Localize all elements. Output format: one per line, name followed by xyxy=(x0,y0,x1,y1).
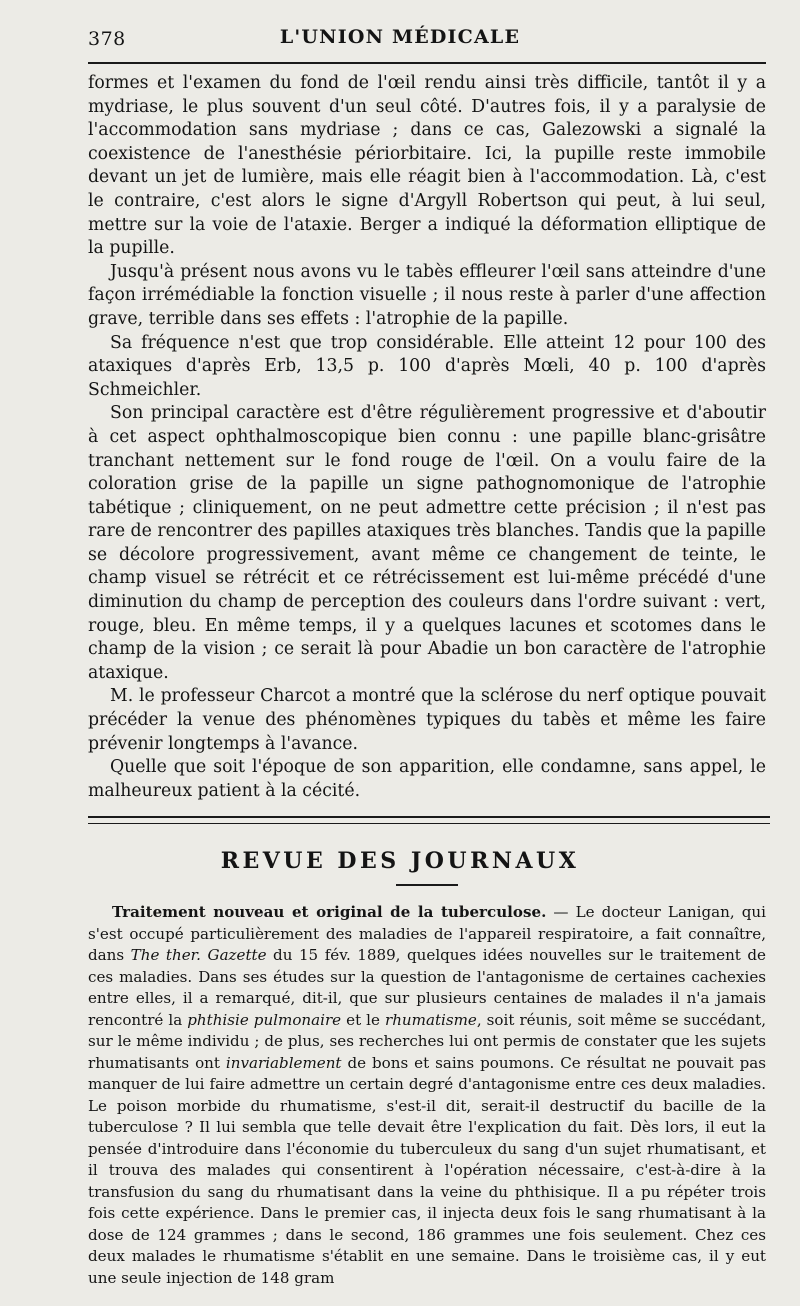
paragraph: Sa fréquence n'est que trop considérable. Elle atteint 12 pour 100 des ataxiques d'après Erb, 13,5 p. 100 d'après Mœli, 40 p. 100 d'après Schmeichler. xyxy=(88,332,766,400)
section-title: REVUE DES JOURNAUX xyxy=(220,848,580,874)
article-text: , soit réunis, soit même se succédant, sur le même individu ; de plus, ses recherches lui ont permis de constater que les sujets rhumatisants ont xyxy=(88,1010,767,1072)
article-text: de bons et sains poumons. Ce résultat ne pouvait pas manquer de lui faire admettre un certain degré d'antagonisme entre ces deux maladies. Le poison morbide du rhumatisme, s'est-il dit, serait-il destructif du bacille de la tuberculose ? Il lui sembla que telle devait être l'explication du fait. Dès lors, il eut la pensée d'introduire dans l'économie du tuberculeux du sang d'un sujet rhumatisant, et il trouva des malades qui consentirent à l'opération nécessaire, c'est-à-dire à la transfusion du sang du rhumatisant dans la veine du phthisique. Il a pu répéter trois fois cette expérience. Dans le premier cas, il injecta deux fois le sang rhumatisant à la dose de 124 grammes ; dans le second, 186 grammes une fois seulement. Chez ces deux malades le rhumatisme s'établit en une semaine. Dans le troisième cas, il y eut une seule injection de 148 gram xyxy=(88,1053,766,1287)
header-rule xyxy=(88,62,766,64)
page-header xyxy=(0,24,800,54)
emphasis: invariablement xyxy=(225,1053,342,1072)
journal-review-text xyxy=(88,902,766,1289)
paragraph: Son principal caractère est d'être régulièrement progressive et d'aboutir à cet aspect ophthalmoscopique bien connu : une papille blanc-grisâtre tranchant nettement sur le fond rouge de l'œil. On a voulu faire de la coloration grise de la papille un signe pathognomonique de l'atrophie tabétique ; cliniquement, on ne peut admettre cette précision ; il n'est pas rare de rencontrer des papilles ataxiques très blanches. Tandis que la papille se décolore progressivement, avant même ce changement de teinte, le champ visuel se rétrécit et ce rétrécissement est lui-même précédé d'une diminution du champ de perception des couleurs dans l'ordre suivant : vert, rouge, bleu. En même temps, il y a quelques lacunes et scotomes dans le champ de la vision ; ce serait là pour Abadie un bon caractère de l'atrophie ataxique. xyxy=(88,403,766,683)
paragraph: Quelle que soit l'époque de son apparition, elle condamne, sans appel, le malheureux patient à la cécité. xyxy=(88,757,766,801)
emphasis: rhumatisme xyxy=(384,1010,477,1029)
emphasis: phthisie pulmonaire xyxy=(187,1010,342,1029)
main-text xyxy=(88,72,766,803)
article-paragraph xyxy=(88,902,766,1289)
section-divider xyxy=(88,816,770,824)
section-title-underline xyxy=(396,884,458,886)
article-text: Le docteur Lanigan, qui s'est occupé particulièrement des maladies de l'appareil respiratoire, a fait connaître, dans xyxy=(88,903,766,964)
article-text: du 15 fév. 1889, quelques idées nouvelles sur le traitement de ces maladies. Dans ses études sur la question de l'antagonisme de certaines cachexies entre elles, il a remarqué, dit-il, que sur plusieurs centaines de malades il n'a jamais rencontré la xyxy=(88,946,766,1029)
journal-name: The ther. Gazette xyxy=(130,946,267,964)
dash: — xyxy=(546,903,576,921)
paragraph: formes et l'examen du fond de l'œil rendu ainsi très difficile, tantôt il y a mydriase, le plus souvent d'un seul côté. D'autres fois, il y a paralysie de l'accommodation sans mydriase ; dans ce cas, Galezowski a signalé la coexistence de l'anesthésie périorbitaire. Ici, la pupille reste immobile devant un jet de lumière, mais elle réagit bien à l'accommodation. Là, c'est le contraire, c'est alors le signe d'Argyll Robertson qui peut, à lui seul, mettre sur la voie de l'ataxie. Berger a indiqué la déformation elliptique de la pupille. xyxy=(88,73,766,259)
page-number: 378 xyxy=(88,28,126,50)
article-title: Traitement nouveau et original de la tuberculose. xyxy=(112,903,547,921)
paragraph: M. le professeur Charcot a montré que la sclérose du nerf optique pouvait précéder la venue des phénomènes typiques du tabès et même les faire prévenir longtemps à l'avance. xyxy=(88,686,766,754)
article-text: et le xyxy=(341,1010,385,1029)
paragraph: Jusqu'à présent nous avons vu le tabès effleurer l'œil sans atteindre d'une façon irrémédiable la fonction visuelle ; il nous reste à parler d'une affection grave, terrible dans ses effets : l'atrophie de la papille. xyxy=(88,261,766,329)
running-head: L'UNION MÉDICALE xyxy=(279,26,521,48)
